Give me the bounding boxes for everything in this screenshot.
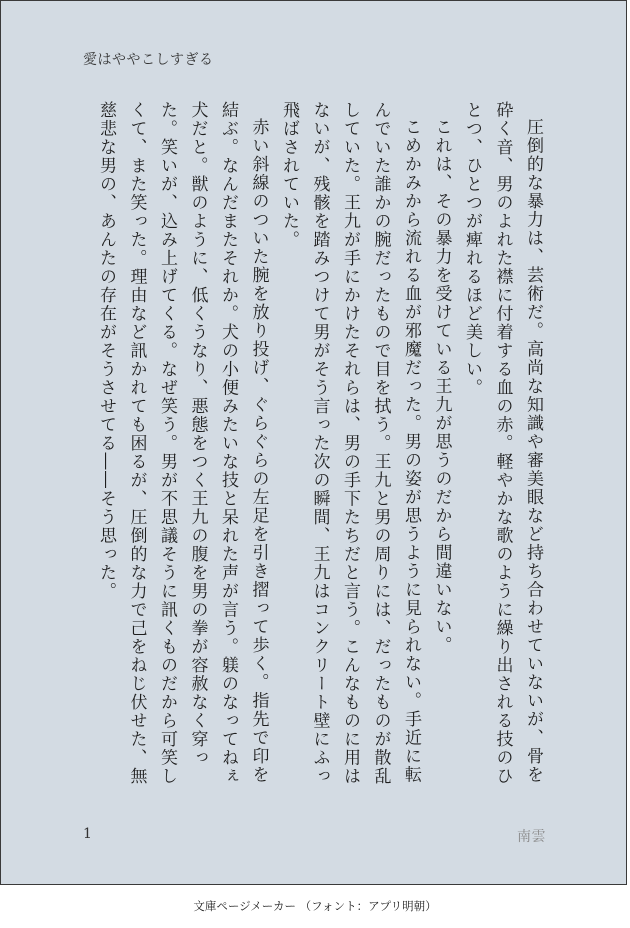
paragraph: これは、その暴力を受けている王九が思うのだから間違いない。 — [431, 118, 452, 655]
page-number: 1 — [83, 826, 92, 842]
body-text — [91, 101, 549, 801]
paragraph: こめかみから流れる血が邪魔だった。男の姿が思うように見られない。手近に転んでいた誰かの腕だったもので目を拭う。王九と男の周りには、だったものが散乱していた。王九が手にかけたそれらは、男の手下たちだと言う。こんなものに用はないが、残骸を踏みつけて男がそう言った次の瞬間、王九はコンクリート壁にふっ飛ばされていた。 — [279, 101, 421, 786]
author-name: 南雲 — [517, 829, 546, 845]
paragraph: 圧倒的な暴力は、芸術だ。高尚な知識や審美眼など持ち合わせていないが、骨を砕く音、男のよれた襟に付着する血の赤。軽やかな歌のように繰り出される技のひとつ、ひとつが痺れるほど美しい。 — [462, 101, 543, 786]
book-title: 愛はややこしすぎる — [83, 52, 214, 68]
paragraph: 赤い斜線のついた腕を放り投げ、ぐらぐらの左足を引き摺って歩く。指先で印を結ぶ。なんだまたそれか。犬の小便みたいな技と呆れた声が言う。躾のなってねぇ犬だと。獣のように、低くうなり、悪態をつく王九の腹を男の拳が容赦なく穿った。笑いが、込み上げてくる。なぜ笑う。男が不思議そうに訊くものだから可笑しくて、また笑った。理由など訊かれても困るが、圧倒的な力で己をねじ伏せた、無慈悲な男の、あんたの存在がそうさせてる――そう思った。 — [96, 101, 269, 786]
generator-caption: 文庫ページメーカー （フォント：アプリ明朝） — [193, 899, 437, 913]
